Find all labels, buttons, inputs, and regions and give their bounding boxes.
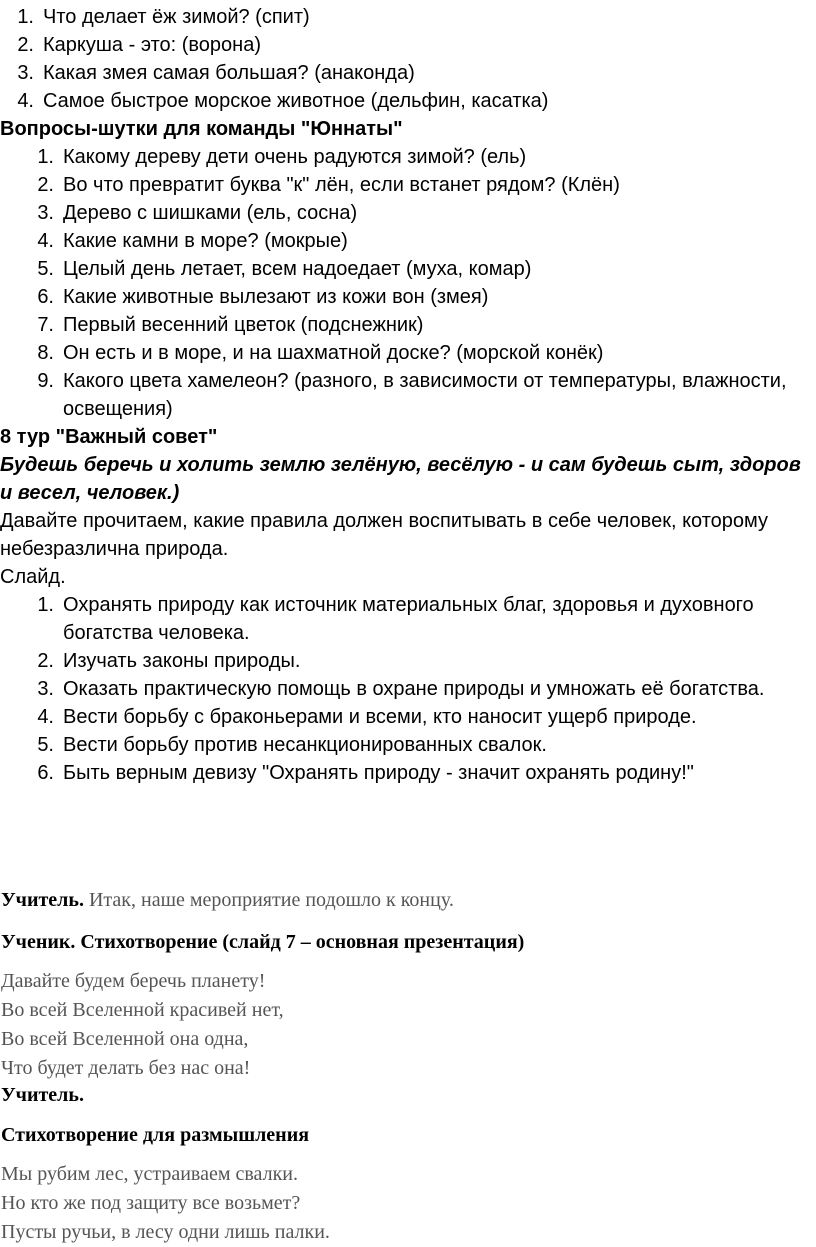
list-number: 4.: [37, 706, 54, 728]
list-text: Целый день летает, всем надоедает (муха, комар): [63, 258, 532, 280]
list-text: Во что превратит буква "к" лён, если встанет рядом? (Клён): [63, 174, 620, 196]
slide-label: Слайд.: [0, 566, 66, 588]
list-number: 1.: [17, 6, 34, 28]
list-number: 3.: [37, 678, 54, 700]
list-text: Какая змея самая большая? (анаконда): [43, 62, 415, 84]
list-number: 1.: [37, 594, 54, 616]
list-text: Что делает ёж зимой? (спит): [43, 6, 310, 28]
poem-line: Что будет делать без нас она!: [1, 1057, 251, 1079]
poem-line: Во всей Вселенной красивей нет,: [1, 999, 284, 1021]
list-text: Какого цвета хамелеон? (разного, в зависимости от температуры, влажности, освещения): [63, 370, 787, 420]
list-text: Каркуша - это: (ворона): [43, 34, 262, 56]
quiz-item: [0, 227, 812, 255]
quiz-item: [0, 199, 812, 227]
list-text: Первый весенний цветок (подснежник): [63, 314, 424, 336]
list-text: Охранять природу как источник материальных благ, здоровья и духовного богатства человека.: [63, 594, 754, 644]
list-number: 4.: [17, 90, 34, 112]
intro-text: Давайте прочитаем, какие правила должен воспитывать в себе человек, которому небезразлична природа.: [0, 510, 769, 560]
list-number: 2.: [17, 34, 34, 56]
rule-item: [0, 731, 812, 759]
round8-title: 8 тур "Важный совет": [0, 426, 218, 448]
list-text: Какие камни в море? (мокрые): [63, 230, 348, 252]
quiz-item: [0, 311, 812, 339]
list-text: Самое быстрое морское животное (дельфин, касатка): [43, 90, 549, 112]
poem-2: [1, 1160, 811, 1247]
quiz-item: [0, 31, 812, 59]
list-text: Вести борьбу против несанкционированных свалок.: [63, 734, 547, 756]
rule-item: [0, 703, 812, 731]
poem-line: Пусты ручьи, в лесу одни лишь палки.: [1, 1221, 330, 1243]
teacher-label: Учитель.: [1, 889, 84, 911]
quiz-list-2: [0, 143, 812, 423]
motto: Будешь беречь и холить землю зелёную, весёлую - и сам будешь сыт, здоров и весел, человек.): [0, 454, 801, 504]
list-number: 6.: [37, 762, 54, 784]
list-text: Он есть и в море, и на шахматной доске? (морской конёк): [63, 342, 604, 364]
list-text: Дерево с шишками (ель, сосна): [63, 202, 358, 224]
quiz-item: [0, 283, 812, 311]
poem-line: Давайте будем беречь планету!: [1, 970, 266, 992]
quiz-item: [0, 87, 812, 115]
rule-item: [0, 591, 812, 647]
list-text: Быть верным девизу "Охранять природу - значит охранять родину!": [63, 762, 694, 784]
list-number: 5.: [37, 734, 54, 756]
quiz-list-1: [0, 3, 812, 115]
student-heading: Ученик. Стихотворение (слайд 7 – основная презентация): [1, 931, 525, 953]
rules-list: [0, 591, 812, 787]
poem-line: Во всей Вселенной она одна,: [1, 1028, 249, 1050]
list-number: 2.: [37, 650, 54, 672]
quiz-item: [0, 339, 812, 367]
teacher-text: Итак, наше мероприятие подошло к концу.: [83, 889, 454, 911]
poem-1: [1, 967, 811, 1083]
list-number: 9.: [37, 370, 54, 392]
list-number: 5.: [37, 258, 54, 280]
quiz-item: [0, 3, 812, 31]
rule-item: [0, 647, 812, 675]
list-number: 7.: [37, 314, 54, 336]
teacher-line: [1, 886, 811, 914]
list-number: 8.: [37, 342, 54, 364]
list-text: Какому дереву дети очень радуются зимой? (ель): [63, 146, 527, 168]
quiz-item: [0, 171, 812, 199]
reflection-heading: Стихотворение для размышления: [1, 1124, 310, 1146]
list-number: 6.: [37, 286, 54, 308]
heading-junnaty: Вопросы-шутки для команды "Юннаты": [0, 118, 403, 140]
quiz-item: [0, 255, 812, 283]
list-text: Вести борьбу с браконьерами и всеми, кто наносит ущерб природе.: [63, 706, 697, 728]
quiz-item: [0, 143, 812, 171]
list-text: Изучать законы природы.: [63, 650, 301, 672]
list-number: 1.: [37, 146, 54, 168]
list-number: 2.: [37, 174, 54, 196]
poem-line: Но кто же под защиту все возьмет?: [1, 1192, 301, 1214]
list-number: 4.: [37, 230, 54, 252]
list-text: Оказать практическую помощь в охране природы и умножать её богатства.: [63, 678, 765, 700]
list-text: Какие животные вылезают из кожи вон (змея): [63, 286, 489, 308]
teacher-label-2: Учитель.: [1, 1084, 84, 1106]
rule-item: [0, 675, 812, 703]
quiz-item: [0, 367, 812, 423]
rule-item: [0, 759, 812, 787]
poem-line: Мы рубим лес, устраиваем свалки.: [1, 1163, 299, 1185]
quiz-section: [0, 3, 812, 787]
quiz-item: [0, 59, 812, 87]
list-number: 3.: [17, 62, 34, 84]
list-number: 3.: [37, 202, 54, 224]
